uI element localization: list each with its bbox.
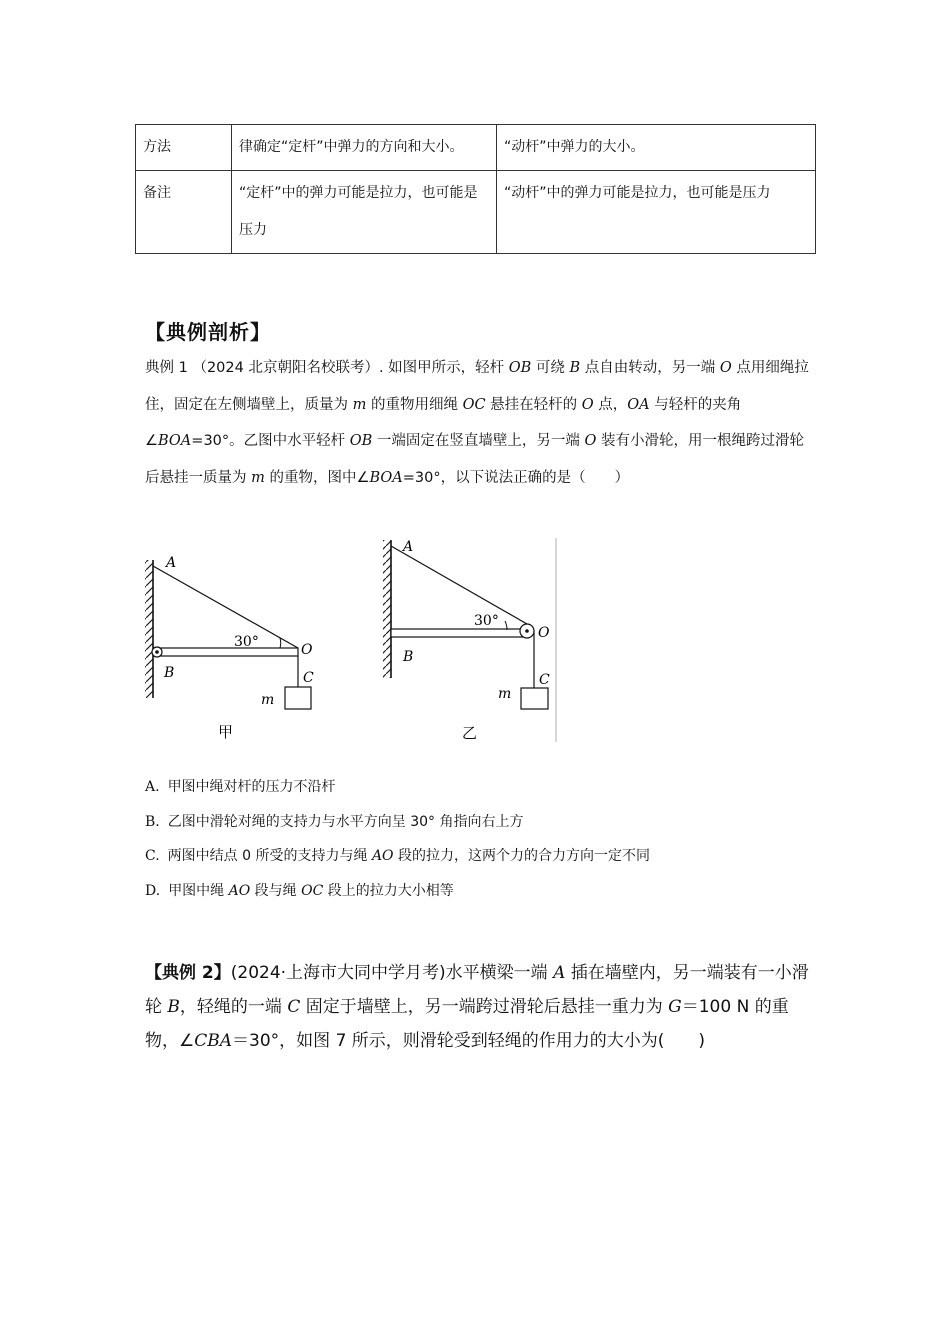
label-o: O [301, 642, 313, 658]
label-m: m [261, 692, 275, 708]
wall-hatch [145, 560, 153, 698]
label-angle: 30° [474, 613, 499, 629]
rope-ao [153, 566, 298, 648]
label-angle: 30° [234, 634, 259, 650]
table-cell: “动杆”中弹力的大小。 [497, 125, 816, 171]
label-b: B [403, 649, 414, 665]
caption-left: 甲 [218, 723, 234, 741]
comparison-table [135, 124, 816, 254]
table-cell: 方法 [136, 125, 232, 171]
example-1-text: 典例 1 （2024 北京朝阳名校联考）. 如图甲所示，轻杆 OB 可绕 B 点自由转动，另一端 O 点用细绳拉住，固定在左侧墙壁上，质量为 m 的重物用细绳 OC 悬挂在轻杆的 O 点，OA 与轻杆的夹角∠BOA=30°。乙图中水平轻杆 OB 一端固定在竖直墙壁上，另一端 O 装有小滑轮，用一根绳跨过滑轮后悬挂一质量为 m 的重物，图中∠BOA=30°，以下说法正确的是（ ） [145, 360, 809, 486]
label-c: C [303, 670, 314, 686]
diagram-left [145, 555, 314, 741]
weight-block [285, 687, 311, 709]
label-o: O [538, 625, 550, 641]
rod-ob [391, 629, 527, 637]
table-cell: “定杆”中的弹力可能是拉力，也可能是压力 [232, 171, 497, 254]
label-c: C [539, 672, 550, 688]
rope-ao [391, 546, 527, 624]
table-row [136, 171, 816, 254]
table-cell: 备注 [136, 171, 232, 254]
option-a: A. 甲图中绳对杆的压力不沿杆 [145, 779, 336, 795]
label-a: A [403, 539, 414, 555]
option-c: C. 两图中结点 0 所受的支持力与绳 AO 段的拉力，这两个力的合力方向一定不同 [145, 848, 650, 864]
table-cell: 律确定“定杆”中弹力的方向和大小。 [232, 125, 497, 171]
option-b: B. 乙图中滑轮对绳的支持力与水平方向呈 30° 角指向右上方 [145, 814, 524, 830]
label-a: A [166, 555, 177, 571]
weight-block [521, 688, 548, 709]
option-d: D. 甲图中绳 AO 段与绳 OC 段上的拉力大小相等 [145, 883, 454, 899]
rod-ob [157, 648, 298, 656]
table-cell: “动杆”中的弹力可能是拉力，也可能是压力 [497, 171, 816, 254]
hinge-center [155, 650, 159, 654]
label-b: B [164, 665, 175, 681]
example-2-text: 【典例 2】(2024·上海市大同中学月考)水平横梁一端 A 插在墙壁内，另一端装有一小滑轮 B，轻绳的一端 C 固定于墙壁上，另一端跨过滑轮后悬挂一重力为 G＝100 N 的重物，∠CBA＝30°，如图 7 所示，则滑轮受到轻绳的作用力的大小为( ) [145, 963, 809, 1051]
diagram-right [383, 538, 556, 742]
pulley-center [525, 629, 529, 633]
caption-right: 乙 [462, 724, 478, 742]
table-row [136, 125, 816, 171]
angle-arc [280, 638, 281, 648]
physics-diagram [130, 530, 570, 760]
section-heading: 【典例剖析】 [145, 320, 271, 344]
label-m: m [498, 686, 512, 702]
wall-hatch [383, 540, 391, 678]
